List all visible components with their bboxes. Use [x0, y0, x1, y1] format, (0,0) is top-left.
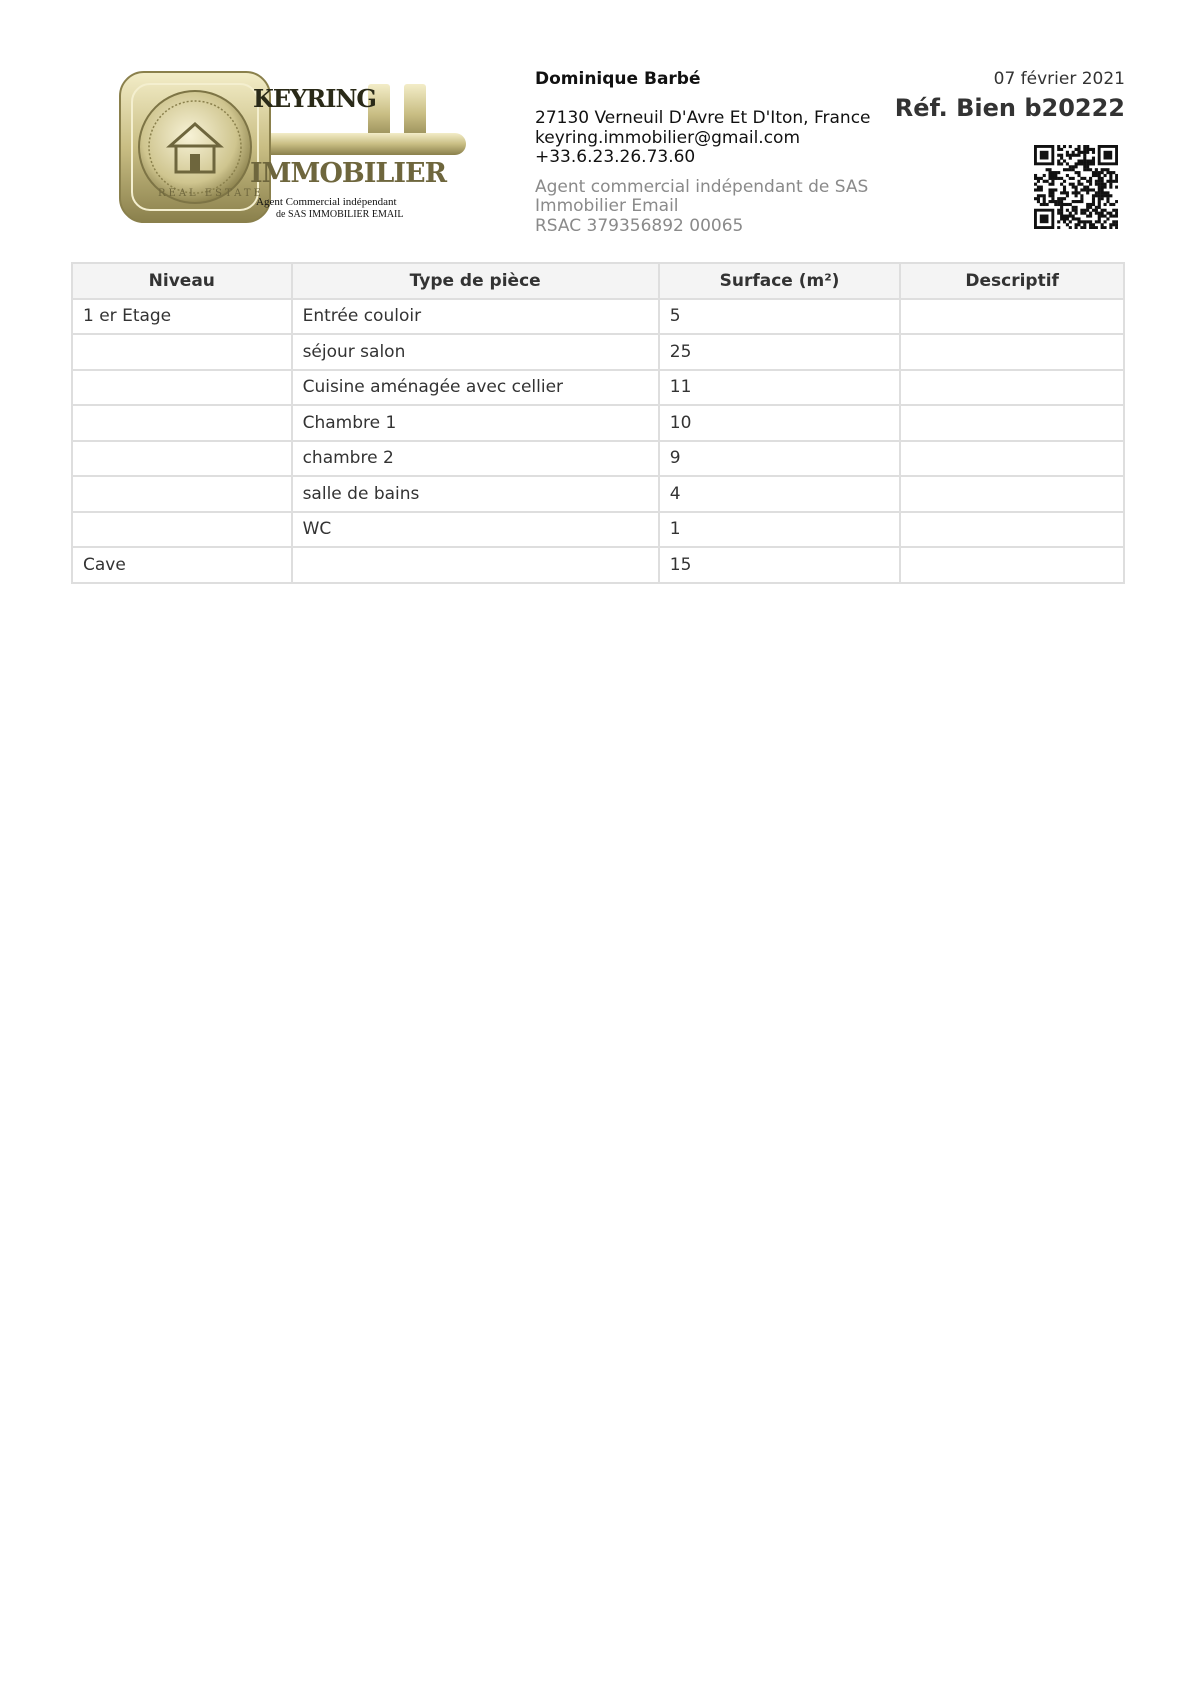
agent-status-line-2: Immobilier Email — [535, 196, 679, 216]
cell-niveau: 1 er Etage — [72, 299, 292, 335]
table-row — [72, 547, 1124, 583]
cell-niveau — [72, 476, 292, 512]
cell-type: Chambre 1 — [292, 405, 659, 441]
cell-niveau — [72, 441, 292, 477]
header-type-de-piece: Type de pièce — [292, 263, 659, 299]
cell-surface: 10 — [659, 405, 901, 441]
header-surface: Surface (m²) — [659, 263, 901, 299]
header-niveau: Niveau — [72, 263, 292, 299]
cell-niveau — [72, 334, 292, 370]
cell-type: séjour salon — [292, 334, 659, 370]
property-reference: Réf. Bien b20222 — [894, 94, 1125, 122]
agent-rsac: RSAC 379356892 00065 — [535, 215, 744, 236]
cell-descriptif — [900, 512, 1124, 548]
cell-surface: 5 — [659, 299, 901, 335]
cell-type — [292, 547, 659, 583]
cell-descriptif — [900, 334, 1124, 370]
document-date: 07 février 2021 — [993, 69, 1125, 89]
agent-info — [535, 68, 895, 236]
cell-surface: 15 — [659, 547, 901, 583]
cell-surface: 11 — [659, 370, 901, 406]
cell-surface: 9 — [659, 441, 901, 477]
table-row — [72, 441, 1124, 477]
logo-seal-text: REAL ESTATE — [158, 188, 264, 199]
cell-surface: 1 — [659, 512, 901, 548]
agent-phone[interactable]: +33.6.23.26.73.60 — [535, 147, 696, 167]
table-row — [72, 512, 1124, 548]
table-row — [72, 334, 1124, 370]
document-meta — [895, 68, 1125, 124]
rooms-table — [71, 262, 1125, 584]
cell-descriptif — [900, 476, 1124, 512]
table-row — [72, 405, 1124, 441]
qr-code-icon — [1034, 145, 1118, 229]
logo-brand-top: KEYRING — [253, 84, 376, 113]
cell-surface: 4 — [659, 476, 901, 512]
cell-type: Entrée couloir — [292, 299, 659, 335]
cell-type: WC — [292, 512, 659, 548]
cell-descriptif — [900, 547, 1124, 583]
agent-status-line-1: Agent commercial indépendant de SAS — [535, 176, 869, 197]
table-row — [72, 370, 1124, 406]
logo-brand-main: IMMOBILIER — [250, 158, 447, 189]
logo-tagline-2: de SAS IMMOBILIER EMAIL — [276, 209, 404, 220]
cell-niveau — [72, 512, 292, 548]
logo-tagline-1: Agent Commercial indépendant — [256, 196, 397, 208]
table-row — [72, 299, 1124, 335]
company-logo — [118, 70, 470, 228]
cell-niveau — [72, 370, 292, 406]
header-descriptif: Descriptif — [900, 263, 1124, 299]
cell-type: Cuisine aménagée avec cellier — [292, 370, 659, 406]
cell-type: chambre 2 — [292, 441, 659, 477]
cell-niveau — [72, 405, 292, 441]
cell-descriptif — [900, 370, 1124, 406]
cell-descriptif — [900, 441, 1124, 477]
cell-surface: 25 — [659, 334, 901, 370]
agent-address: 27130 Verneuil D'Avre Et D'Iton, France — [535, 108, 871, 128]
agent-email[interactable]: keyring.immobilier@gmail.com — [535, 127, 801, 148]
cell-descriptif — [900, 299, 1124, 335]
cell-descriptif — [900, 405, 1124, 441]
agent-name: Dominique Barbé — [535, 69, 701, 89]
table-header-row — [72, 263, 1124, 299]
table-row — [72, 476, 1124, 512]
cell-niveau: Cave — [72, 547, 292, 583]
cell-type: salle de bains — [292, 476, 659, 512]
